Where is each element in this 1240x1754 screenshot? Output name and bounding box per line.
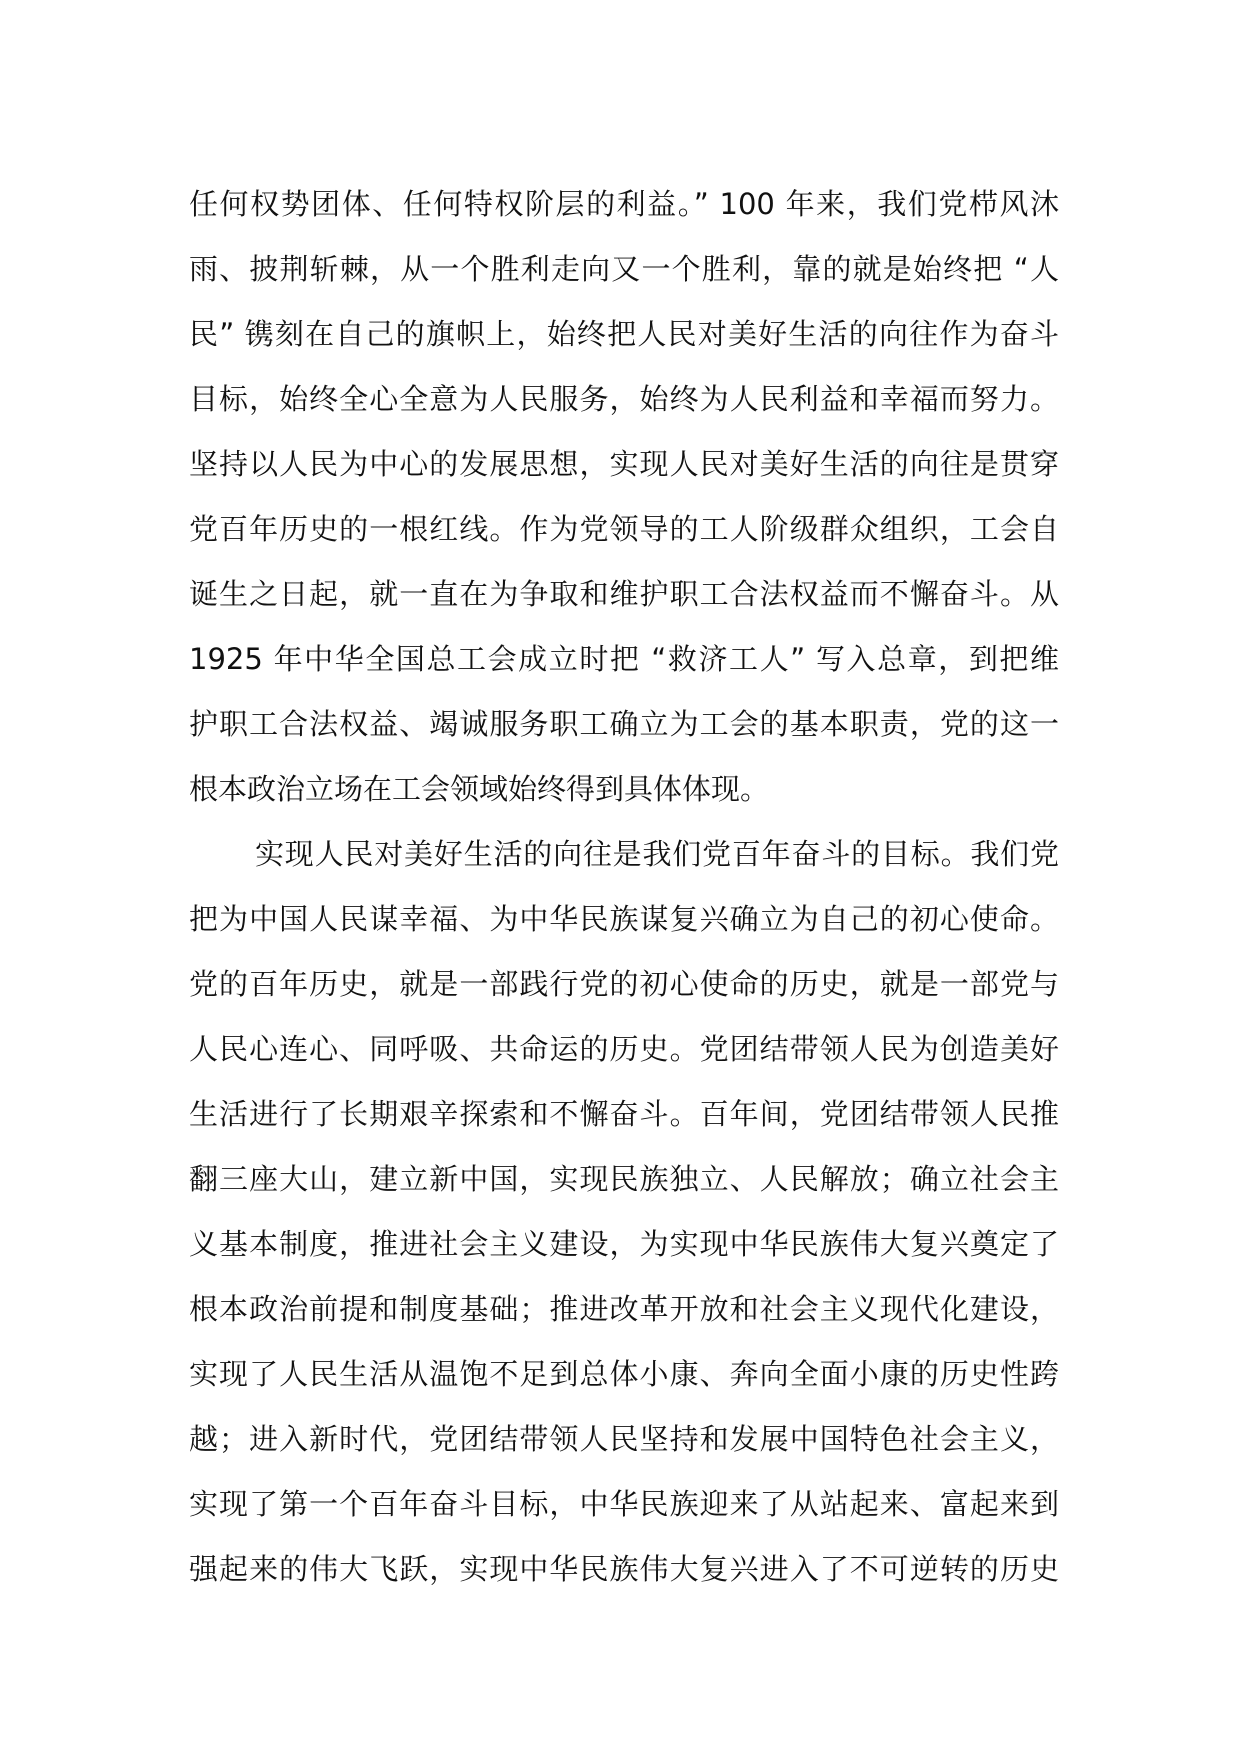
text-line: 护职工合法权益、竭诚服务职工确立为工会的基本职责，党的这一	[189, 707, 1059, 741]
text-line: 民” 镌刻在自己的旗帜上，始终把人民对美好生活的向往作为奋斗	[189, 317, 1059, 351]
text-line: 实现了第一个百年奋斗目标，中华民族迎来了从站起来、富起来到	[189, 1487, 1059, 1521]
paragraph-2	[189, 822, 1059, 1602]
text-line: 目标，始终全心全意为人民服务，始终为人民利益和幸福而努力。	[189, 382, 1059, 416]
text-line: 1925 年中华全国总工会成立时把 “救济工人” 写入总章，到把维	[189, 642, 1059, 676]
text-line: 强起来的伟大飞跃，实现中华民族伟大复兴进入了不可逆转的历史	[189, 1552, 1059, 1586]
text-line: 坚持以人民为中心的发展思想，实现人民对美好生活的向往是贯穿	[189, 447, 1059, 481]
text-line: 生活进行了长期艰辛探索和不懈奋斗。百年间，党团结带领人民推	[189, 1097, 1059, 1131]
text-line: 实现了人民生活从温饱不足到总体小康、奔向全面小康的历史性跨	[189, 1357, 1059, 1391]
text-line: 党百年历史的一根红线。作为党领导的工人阶级群众组织，工会自	[189, 512, 1059, 546]
text-line: 越；进入新时代，党团结带领人民坚持和发展中国特色社会主义，	[189, 1422, 1059, 1456]
text-line: 根本政治立场在工会领域始终得到具体体现。	[189, 772, 770, 806]
text-line: 诞生之日起，就一直在为争取和维护职工合法权益而不懈奋斗。从	[189, 577, 1059, 611]
body-text	[189, 172, 1059, 1602]
paragraph-1	[189, 172, 1059, 822]
text-line: 义基本制度，推进社会主义建设，为实现中华民族伟大复兴奠定了	[189, 1227, 1059, 1261]
text-line: 翻三座大山，建立新中国，实现民族独立、人民解放；确立社会主	[189, 1162, 1059, 1196]
text-line: 任何权势团体、任何特权阶层的利益。” 100 年来，我们党栉风沐	[189, 187, 1059, 221]
text-line: 雨、披荆斩棘，从一个胜利走向又一个胜利，靠的就是始终把 “人	[189, 252, 1059, 286]
text-line: 党的百年历史，就是一部践行党的初心使命的历史，就是一部党与	[189, 967, 1059, 1001]
text-line: 根本政治前提和制度基础；推进改革开放和社会主义现代化建设，	[189, 1292, 1059, 1326]
text-line: 人民心连心、同呼吸、共命运的历史。党团结带领人民为创造美好	[189, 1032, 1059, 1066]
text-line: 实现人民对美好生活的向往是我们党百年奋斗的目标。我们党	[255, 837, 1059, 871]
text-line: 把为中国人民谋幸福、为中华民族谋复兴确立为自己的初心使命。	[189, 902, 1059, 936]
